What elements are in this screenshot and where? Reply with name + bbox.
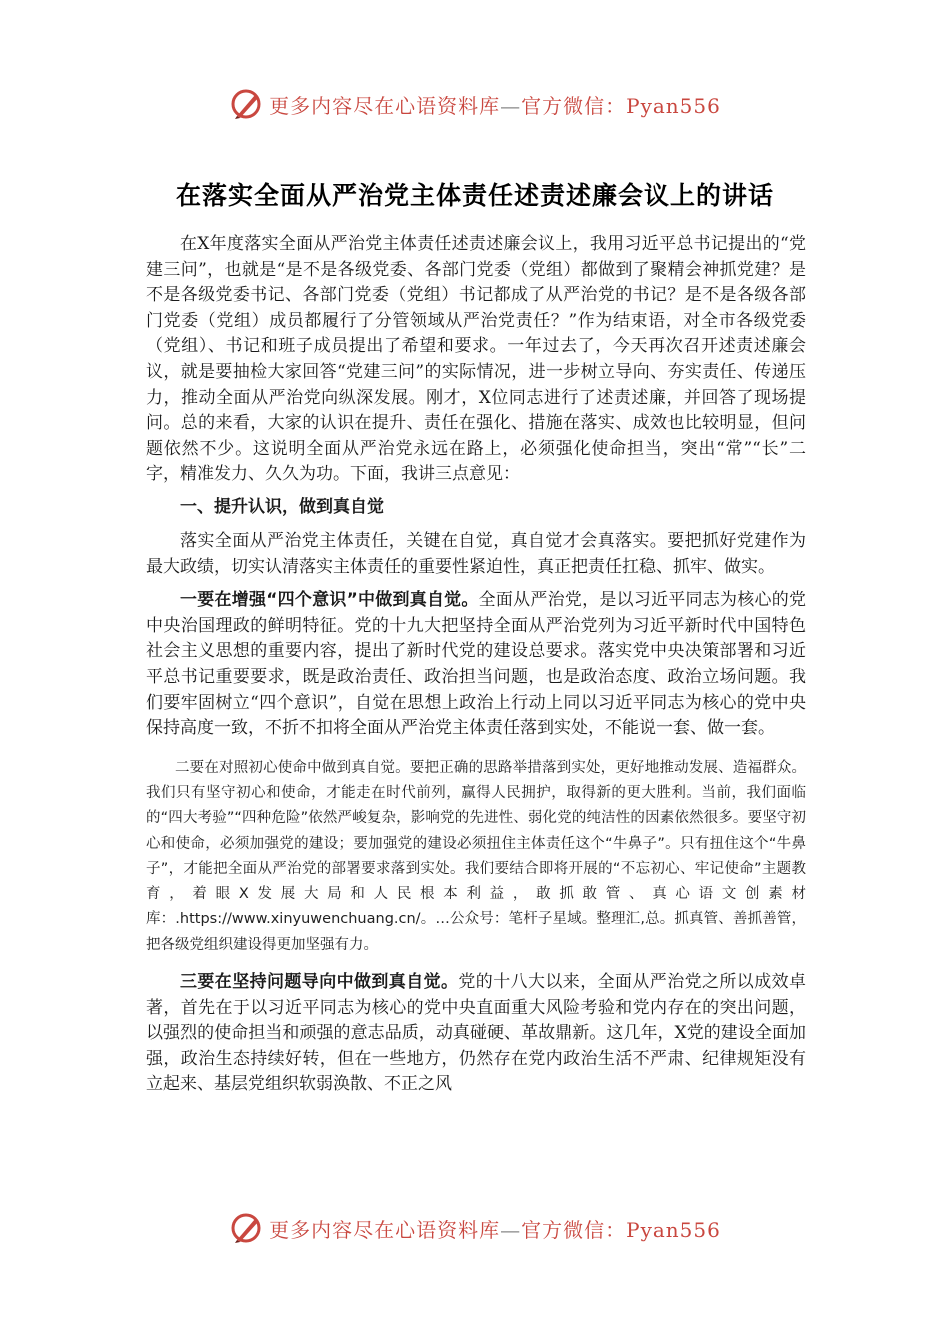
pen-logo-icon — [229, 1211, 263, 1245]
section-paragraph: 落实全面从严治党主体责任，关键在自觉，真自觉才会真落实。要把抓好党建作为最大政绩，切实认清落实主体责任的重要性紧迫性，真正把责任扛稳、抓牢、做实。 — [146, 530, 806, 577]
point-three-text: 党的十八大以来，全面从严治党之所以成效卓著，首先在于以习近平同志为核心的党中央直面重大风险考验和党内存在的突出问题，以强烈的使命担当和顽强的意志品质，动真碰硬、革故鼎新。这几年，X党的建设全面加强，政治生态持续好转，但在一些地方，仍然存在党内政治生活不严肃、纪律规矩没有立起来、基层党组织软弱涣散、不正之风 — [146, 972, 807, 1095]
document-body — [146, 232, 806, 1098]
watermark-banner-bottom — [0, 1208, 950, 1248]
document-title: 在落实全面从严治党主体责任述责述廉会议上的讲话 — [175, 181, 774, 210]
point-three-lead: 三要在坚持问题导向中做到真自觉。 — [180, 972, 459, 993]
intro-paragraph: 在X年度落实全面从严治党主体责任述责述廉会议上，我用习近平总书记提出的“党建三问”，也就是“是不是各级党委、各部门党委（党组）都做到了聚精会神抓党建？是不是各级党委书记、各部门党委（党组）书记都成了从严治党的书记？是不是各级各部门党委（党组）成员都履行了分管领域从严治党责任？”作为结束语，对全市各级党委（党组）、书记和班子成员提出了希望和要求。一年过去了，今天再次召开述责述廉会议，就是要抽检大家回答“党建三问”的实际情况，进一步树立导向、夯实责任、传递压力，推动全面从严治党向纵深发展。刚才，X位同志进行了述责述廉，并回答了现场提问。总的来看，大家的认识在提升、责任在强化、措施在落实、成效也比较明显，但问题依然不少。这说明全面从严治党永远在路上，必须强化使命担当，突出“常”“长”二字，精准发力、久久为功。下面，我讲三点意见： — [146, 234, 806, 485]
watermark-banner-top — [0, 84, 950, 124]
point-one-paragraph — [146, 588, 806, 742]
point-two-paragraph: 二要在对照初心使命中做到真自觉。要把正确的思路举措落到实处，更好地推动发展、造福群众。我们只有坚守初心和使命，才能走在时代前列，赢得人民拥护，取得新的更大胜利。当前，我们面临的“四大考验”“四种危险”依然严峻复杂，影响党的先进性、弱化党的纯洁性的因素依然很多。要坚守初心和使命，必须加强党的建设；要加强党的建设必须扭住主体责任这个“牛鼻子”。只有扭住这个“牛鼻子”，才能把全面从严治党的部署要求落到实处。我们要结合即将开展的“不忘初心、牢记使命”主题教育，着眼X发展大局和人民根本利益，敢抓敢管、真心语文创素材库：.https://www.xinyuwenchuang.cn/。…公众号：笔杆子星域。整理汇,总。抓真管、善抓善管，把各级党组织建设得更加坚强有力。 — [146, 759, 806, 953]
point-one-lead: 一要在增强“四个意识”中做到真自觉。 — [180, 590, 479, 611]
watermark-text: 更多内容尽在心语资料库—官方微信：Pyan556 — [269, 1217, 721, 1242]
point-three-paragraph — [146, 970, 806, 1098]
section-heading: 一、提升认识，做到真自觉 — [180, 496, 384, 517]
watermark-text: 更多内容尽在心语资料库—官方微信：Pyan556 — [269, 93, 721, 118]
pen-logo-icon — [229, 87, 263, 121]
point-one-text: 全面从严治党，是以习近平同志为核心的党中央治国理政的鲜明特征。党的十九大把坚持全面从严治党列为习近平新时代中国特色社会主义思想的重要内容，提出了新时代党的建设总要求。落实党中央决策部署和习近平总书记重要要求，既是政治责任、政治担当问题，也是政治态度、政治立场问题。我们要牢固树立“四个意识”，自觉在思想上政治上行动上同以习近平同志为核心的党中央保持高度一致，不折不扣将全面从严治党主体责任落到实处，不能说一套、做一套。 — [146, 590, 806, 739]
